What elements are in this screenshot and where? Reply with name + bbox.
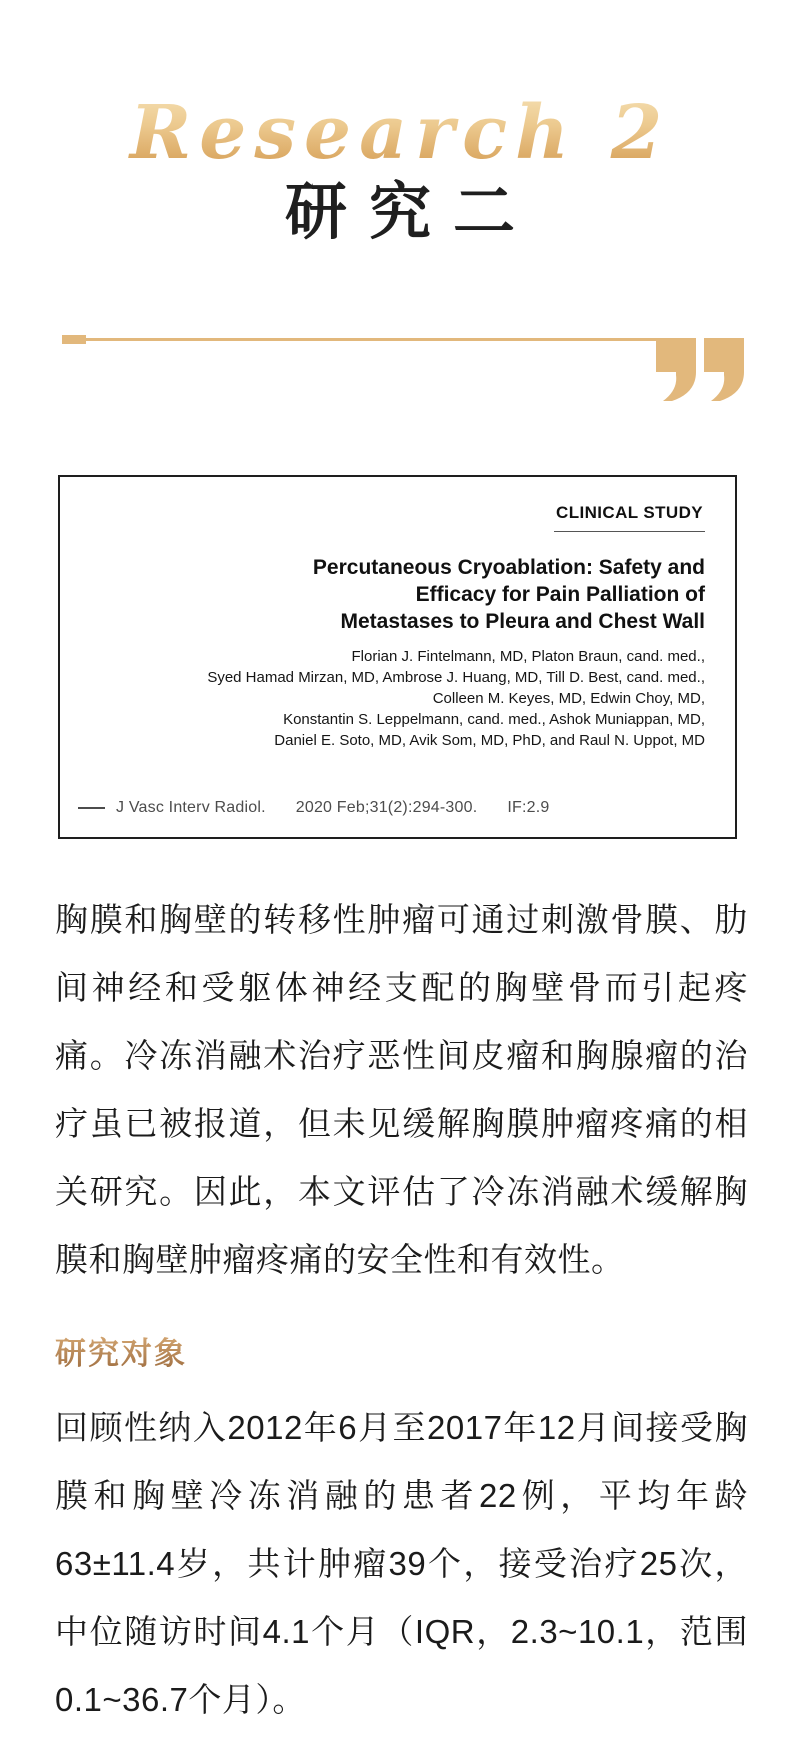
paper-citation bbox=[78, 799, 705, 817]
paper-card bbox=[58, 475, 737, 839]
gold-divider bbox=[62, 335, 690, 344]
citation-impact-factor: IF:2.9 bbox=[507, 799, 550, 816]
citation-dash-icon bbox=[78, 807, 105, 809]
intro-paragraph: 胸膜和胸壁的转移性肿瘤可通过刺激骨膜、肋间神经和受躯体神经支配的胸壁骨而引起疼痛。冷冻消融术治疗恶性间皮瘤和胸腺瘤的治疗虽已被报道，但未见缓解胸膜肿瘤疼痛的相关研究。因此，本文评估了冷冻消融术缓解胸膜和胸壁肿瘤疼痛的安全性和有效性。 bbox=[55, 901, 748, 1278]
paper-title: Percutaneous Cryoablation: Safety and Efficacy for Pain Palliation of Metastases to Pleura and Chest Wall bbox=[312, 556, 705, 633]
section-heading: 研究对象 bbox=[55, 1336, 187, 1372]
research-cn-title: 研究二 bbox=[284, 175, 537, 248]
citation-journal: J Vasc Interv Radiol. bbox=[116, 799, 266, 816]
section-paragraph: 回顾性纳入2012年6月至2017年12月间接受胸膜和胸壁冷冻消融的患者22例，平均年龄63±11.4岁，共计肿瘤39个，接受治疗25次，中位随访时间4.1个月（IQR，2.3~10.1，范围0.1~36.7个月）。 bbox=[55, 1409, 748, 1718]
divider-cap bbox=[62, 335, 86, 344]
citation-issue: 2020 Feb;31(2):294-300. bbox=[295, 799, 478, 816]
paper-label: CLINICAL STUDY bbox=[554, 503, 705, 532]
divider-line bbox=[86, 338, 690, 341]
research-script-title: Research 2 bbox=[0, 96, 800, 170]
double-quote-icon bbox=[656, 338, 744, 402]
paper-authors: Florian J. Fintelmann, MD, Platon Braun, cand. med., Syed Hamad Mirzan, MD, Ambrose J. Huang, MD, Till D. Best, cand. med., Colleen M. Keyes, MD, Edwin Choy, MD, Konstantin S. Leppelmann, cand. med., Ashok Muniappan, MD, Daniel E. Soto, MD, Avik Som, MD, PhD, and Raul N. Uppot, MD bbox=[207, 648, 705, 749]
paper-label-row bbox=[78, 503, 705, 532]
